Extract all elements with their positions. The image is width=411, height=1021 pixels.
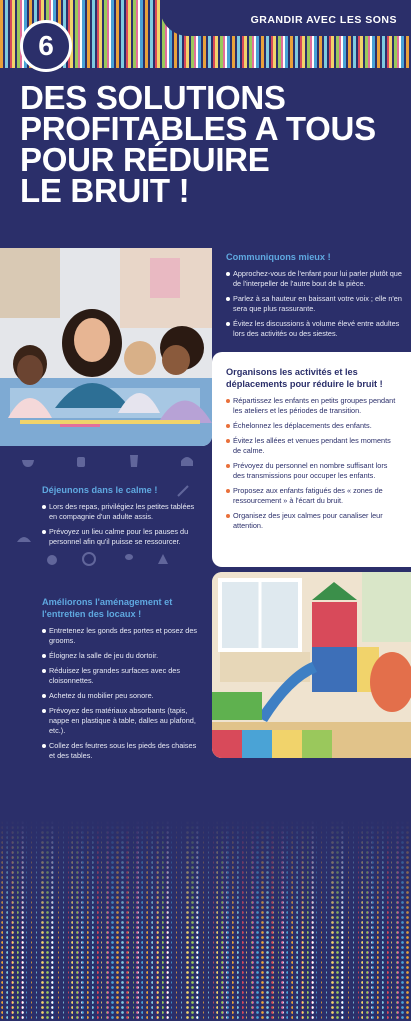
list-item: Réduisez les grandes surfaces avec des cloisonnettes. [42,666,202,686]
headline-line: POUR RÉDUIRE [20,141,270,178]
headline-line: DES SOLUTIONS [20,79,286,116]
list-item: Évitez les discussions à volume élevé entre adultes lors des activités ou des siestes. [226,319,402,339]
list-item: Parlez à sa hauteur en baissant votre voix ; elle n'en sera que plus rassurante. [226,294,402,314]
bullet-list [226,269,402,339]
photo-caregiver-children [0,248,212,446]
list-item: Achetez du mobilier peu sonore. [42,691,202,701]
section-organisons [212,352,411,567]
cup-icon [73,453,89,469]
list-item: Entretenez les gonds des portes et posez des grooms. [42,626,202,646]
section-title: Communiquons mieux ! [226,252,331,262]
dot-pattern-fade [0,820,411,940]
section-title: Améliorons l'aménagement et l'entretien des locaux ! [42,597,173,619]
cake-icon [179,453,195,469]
bullet-list [42,502,202,547]
list-item: Éloignez la salle de jeu du dortoir. [42,651,202,661]
list-item: Organisez des jeux calmes pour canaliser leur attention. [226,511,399,531]
apple-icon [45,552,59,566]
list-item: Échelonnez les déplacements des enfants. [226,421,399,431]
bowl-icon [20,453,36,469]
food-icons-row [10,552,205,566]
bullet-list [226,396,399,531]
section-title: Organisons les activités et les déplacements pour réduire le bruit ! [226,367,383,389]
headline [20,79,400,209]
number-badge: 6 [20,20,72,72]
bullet-list [42,626,202,761]
photo-playroom [212,572,411,758]
list-item: Collez des feutres sous les pieds des chaises et des tables. [42,741,202,761]
plate-icon [81,552,97,566]
list-item: Prévoyez un lieu calme pour les pauses du personnel afin qu'il puisse se ressourcer. [42,527,202,547]
glass-icon [126,453,142,469]
headline-line: PROFITABLES A TOUS [20,110,376,147]
food-icons-row [10,453,205,469]
section-title: Déjeunons dans le calme ! [42,485,158,495]
kicker: GRANDIR AVEC LES SONS [250,14,397,26]
list-item: Approchez-vous de l'enfant pour lui parler plutôt que de l'interpeller de l'autre bout de la pièce. [226,269,402,289]
whisk-icon [176,484,190,498]
cloche-icon [16,532,32,544]
list-item: Prévoyez des matériaux absorbants (tapis, nappe en plastique à table, dalles au plafond, etc.). [42,706,202,736]
pizza-icon [156,552,170,566]
drumstick-icon [120,552,134,566]
list-item: Lors des repas, privilégiez les petites tablées en compagnie d'un adulte assis. [42,502,202,522]
section-communiquons [226,251,402,344]
headline-line: LE BRUIT ! [20,172,190,209]
list-item: Prévoyez du personnel en nombre suffisant lors des transmissions pour occuper les enfants. [226,461,399,481]
list-item: Proposez aux enfants fatigués des « zones de ressourcement » à l'écart du bruit. [226,486,399,506]
list-item: Évitez les allées et venues pendant les moments de calme. [226,436,399,456]
list-item: Répartissez les enfants en petits groupes pendant les ateliers et les périodes de transition. [226,396,399,416]
section-amenagement [42,596,202,766]
